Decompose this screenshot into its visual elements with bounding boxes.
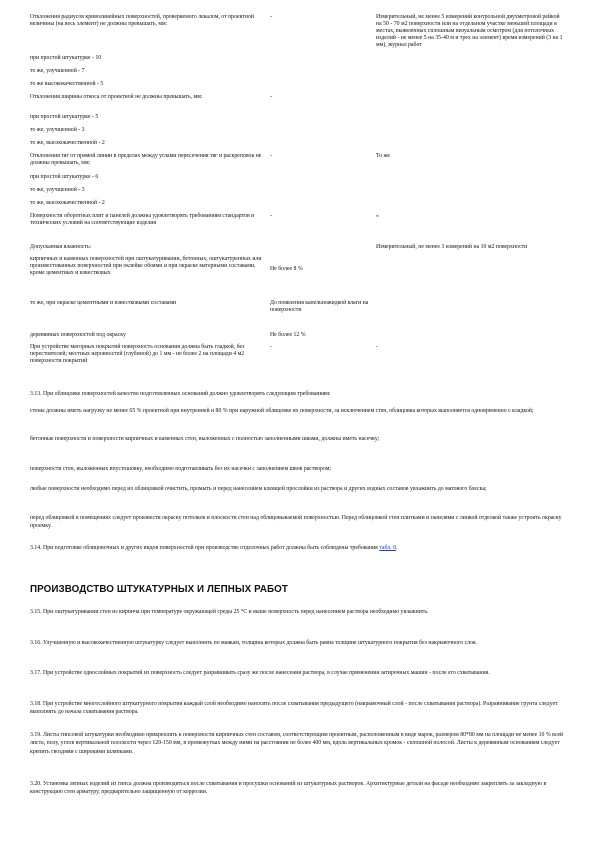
table-cell-method: «: [376, 213, 379, 219]
table-cell-criterion: то же, при окраске цементными и известковыми составами: [30, 300, 177, 306]
table-cell-criterion: Отклонения радиусов криволинейных поверхностей, проверяемого лекалом, от проектной величины (на весь элемент) не должны превышать, мм:: [30, 14, 255, 27]
paragraph-3-16: 3.16. Улучшенную и высококачественную штукатурку следует выполнять по маякам, толщина которых должна быть равна толщине штукатурного покрытия без накрывочного слоя.: [30, 640, 477, 646]
table-cell-method: Измерительный, не менее 3 измерений на 10 м2 поверхности: [376, 244, 528, 250]
table-cell-criterion: то же, улучшенной - 3: [30, 127, 85, 133]
paragraph-3-17: 3.17. При устройстве однослойных покрытий из поверхность следует разравнивать сразу же после нанесения раствора, в случае применения затирочных машин - после его схватывания.: [30, 670, 490, 676]
table-cell-criterion: деревянных поверхностей под окраску: [30, 332, 126, 338]
paragraph-concrete-surfaces: бетонные поверхности и поверхности кирпичных и каменных стен, выложенных с полностью заполненными швами, должны иметь насечку;: [30, 436, 380, 442]
table-8-link[interactable]: табл. 8: [379, 545, 396, 551]
paragraph-3-14: [30, 544, 565, 552]
table-cell-value: -: [270, 14, 272, 20]
table-cell-criterion: при простой штукатурке - 5: [30, 114, 99, 120]
table-cell-value: Не более 12 %: [270, 332, 306, 338]
table-cell-method: Измерительный, не менее 5 измерений контрольной двухметровой рейкой на 50 - 70 м2 поверхности или на отдельном участке меньшей площади в местах, выявленных сплошным визуальным осмотром (для потолочных изделий - не менее 5 на 35-40 м и трех на элемент) время измерений (3 на 1 мм), журнал работ: [376, 14, 563, 48]
table-cell-criterion: Отклонения ширины откоса от проектной не должны превышать, мм:: [30, 94, 203, 100]
paragraph-3-13: 3.13. При облицовке поверхностей качество подготовленных оснований должно удовлетворять следующим требованиям:: [30, 391, 331, 397]
table-cell-value: Не более 8 %: [270, 266, 303, 272]
paragraph-walls-load: стены должны иметь нагрузку не менее 65 % проектной при внутренней и 80 % при наружной облицовке их поверхности, за исключением стен, облицовка которых выполняется одновременно с кладкой;: [30, 408, 534, 414]
table-cell-criterion: Поверхности оборотных плит и панелей должны удовлетворять требованиям стандартов и технических условий на соответствующие изделия: [30, 213, 255, 226]
table-cell-criterion: то же высококачественной - 5: [30, 81, 104, 87]
table-cell-criterion: при простой штукатурке - 6: [30, 174, 99, 180]
paragraph-3-20: 3.20. Установка лепных изделий из гипса должна производиться после схватывания и просушки оснований из штукатурных растворов. Архитектурные детали на фасаде необходимо закреплять за закладную в конструкцию стен арматуру, предварительно защищенную от коррозии.: [30, 781, 547, 796]
table-cell-value: -: [270, 344, 272, 350]
table-cell-criterion: то же, высококачественной - 2: [30, 140, 105, 146]
table-cell-criterion: при простой штукатурке - 10: [30, 55, 102, 61]
paragraph-3-14-end: .: [395, 545, 398, 551]
table-cell-criterion: кирпичных и каменных поверхностей при оштукатуривании, бетонных, оштукатуренных или произвестованных поверхностей при оклейке обоями и при окраске матерными составами, кроме цементных и известковых: [30, 256, 262, 276]
table-cell-value: -: [270, 213, 272, 219]
table-cell-criterion: то же, высококачественной - 2: [30, 200, 105, 206]
table-cell-criterion: то же, улучшенной - 7: [30, 68, 85, 74]
paragraph-hollow-joints: поверхности стен, выложенных впустошовку, необходимо подготавливать без их насечки с заполнением швов раствором;: [30, 466, 331, 472]
section-heading: ПРОИЗВОДСТВО ШТУКАТУРНЫХ И ЛЕПНЫХ РАБОТ: [30, 584, 288, 595]
table-cell-criterion: Отклонения тяг от прямой линии в пределах между углами пересечения тяг и раскреповок не должны превышать, мм:: [30, 153, 262, 166]
table-cell-criterion: Допускаемая влажность:: [30, 244, 92, 250]
paragraph-cleaning: любые поверхности необходимо перед их облицовкой очистить, промыть и перед нанесением клеящей прослойки из раствора и других водных составов увлажнить до матового блеска;: [30, 486, 487, 492]
table-cell-criterion: то же, улучшенной - 3: [30, 187, 85, 193]
table-cell-method: -: [376, 344, 378, 350]
paragraph-3-14-text: 3.14. При подготовке облицовочных и других видов поверхностей при производстве отделочных работ должны быть соблюдены требования: [30, 545, 380, 551]
paragraph-3-15: 3.15. При оштукатуривании стен из кирпича при температуре окружающей среды 25 °С и выше поверхность перед нанесением раствора необходимо увлажнить.: [30, 609, 429, 615]
table-cell-value: До появления капельножидкой влаги на поверхности: [270, 300, 369, 313]
paragraph-painting: перед облицовкой в помещениях следует произвести окраску потолков и плоскости стен над облицовываемой поверхностью. Перед облицовкой стен плитками и панелями с липкой отделкой также устроить окраску проемку.: [30, 515, 562, 530]
table-cell-method: То же: [376, 153, 390, 159]
table-cell-criterion: При устройстве маторных покрытий поверхность основания должна быть гладкой, без перестоятелей; местных неровностей (глубиной) до 1 мм - не более 2 на площади 4 м2 поверхности покрытий: [30, 344, 245, 364]
paragraph-3-18: 3.18. При устройстве многослойного штукатурного покрытия каждый слой необходимо наносить после схватывания предыдущего (накрывочный слой - после схватывания раствора). Разравнивание грунта следует выполнять до начала схватывания раствора.: [30, 701, 558, 716]
table-cell-value: -: [270, 153, 272, 159]
table-cell-value: -: [270, 94, 272, 100]
paragraph-3-19: 3.19. Листы гипсовой штукатурки необходимо прикреплять к поверхности кирпичных стен составом, соответствующим проектным, расположенным в виде марок, размером 80*80 мм на площади не менее 10 % всей листа, полу, углов вертикальной плоскости через 120-150 мм, в промежутках между ними на расстоянии не более 400 мм, вдоль вертикальных кромок - сплошной полосой. Листы к деревянным основаниям следует крепить гвоздями с широкими шляпками.: [30, 732, 564, 755]
